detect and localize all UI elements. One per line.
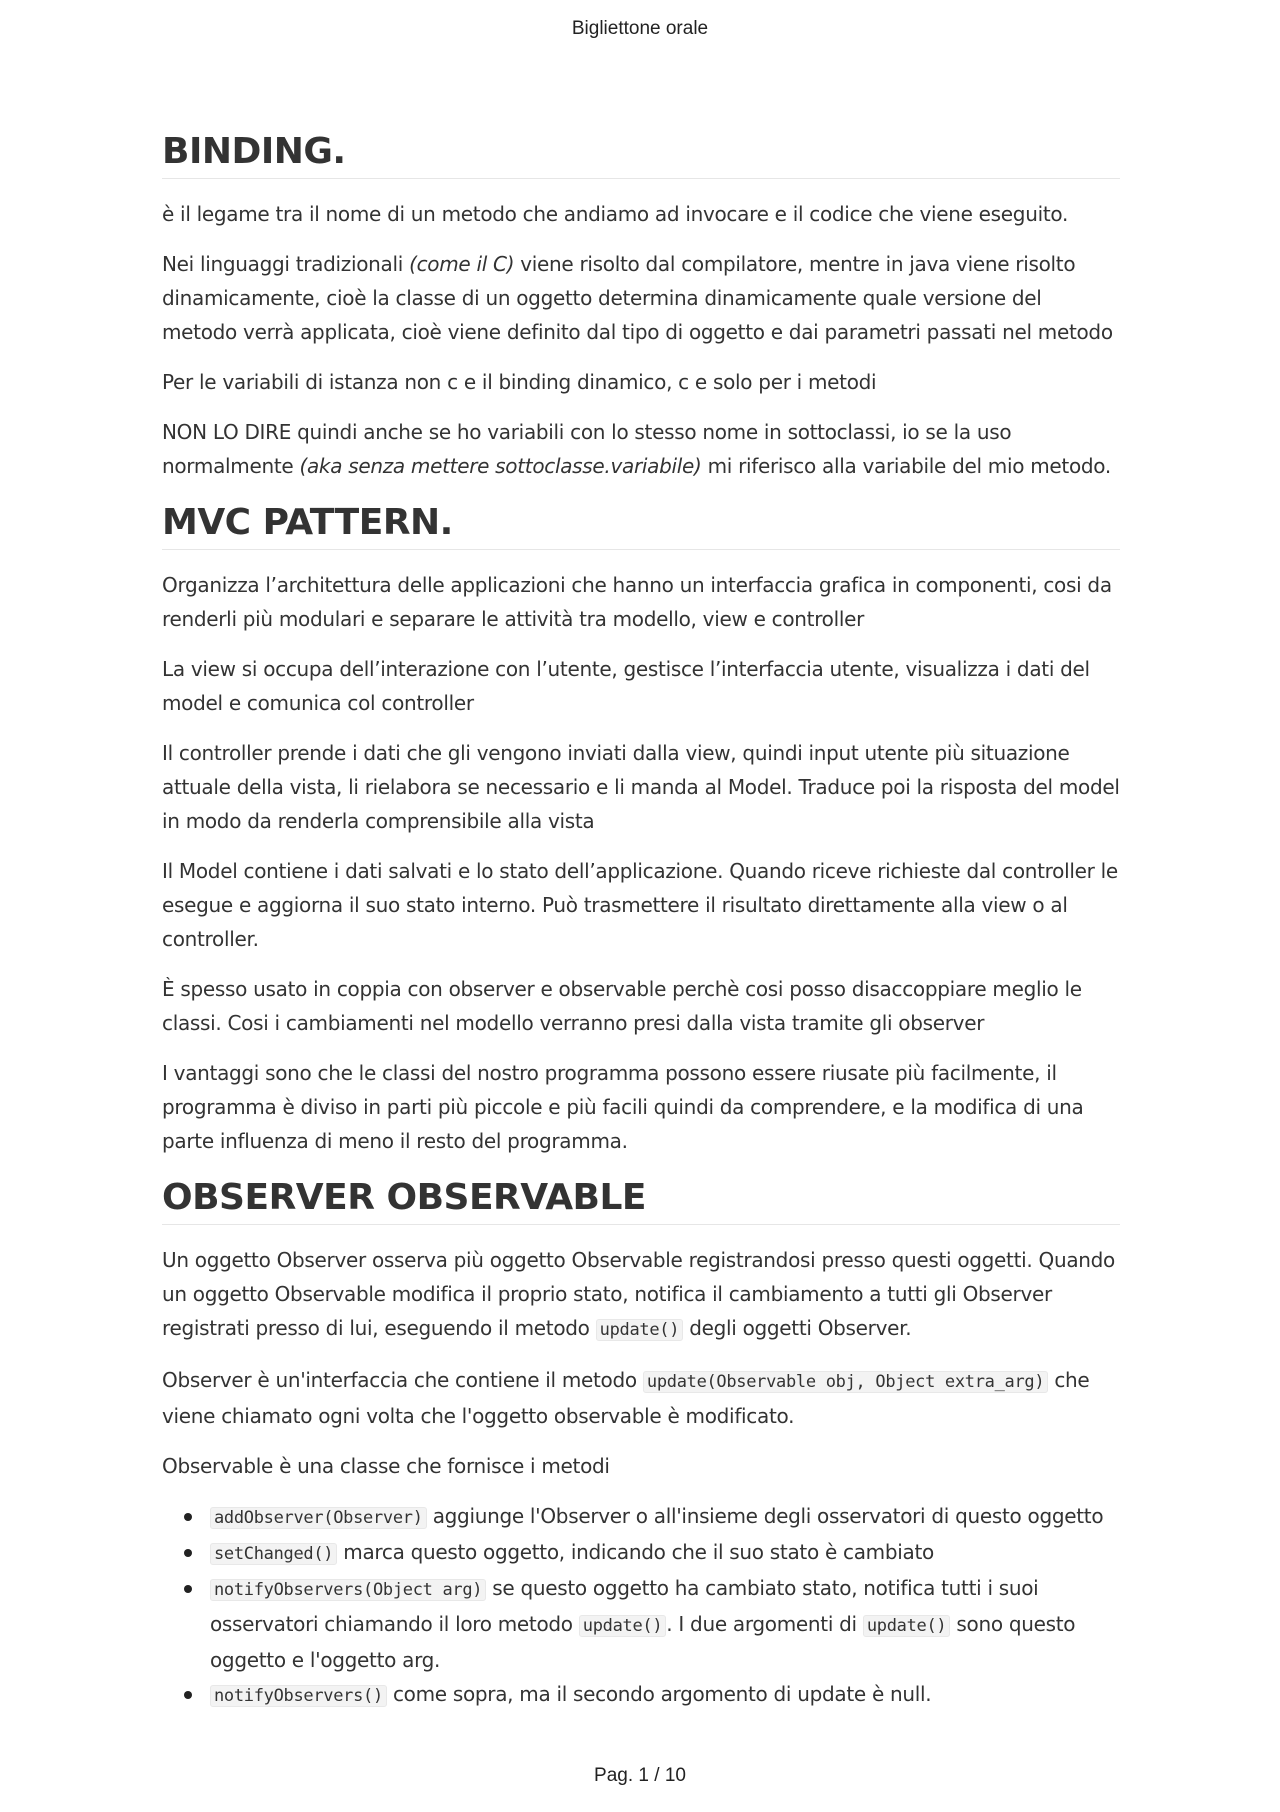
mvc-paragraph-5: È spesso usato in coppia con observer e observable perchè cosi posso disaccoppiare meglio le classi. Cosi i cambiamenti nel modello verranno presi dalla vista tramite gli observer bbox=[162, 977, 1082, 1035]
text-span: sono questo oggetto e l'oggetto arg. bbox=[210, 1612, 1076, 1672]
list-item bbox=[210, 1571, 1120, 1677]
heading-observer-observable: OBSERVER OBSERVABLE bbox=[162, 1174, 1120, 1225]
inline-code: notifyObservers() bbox=[210, 1685, 387, 1707]
inline-code: update(Observable obj, Object extra_arg) bbox=[643, 1371, 1048, 1393]
mvc-paragraph-2: La view si occupa dell’interazione con l’utente, gestisce l’interfaccia utente, visualizza i dati del model e comunica col controller bbox=[162, 657, 1090, 715]
inline-code: update() bbox=[596, 1319, 683, 1341]
bullet-icon bbox=[184, 1513, 192, 1521]
observer-paragraph-3: Observable è una classe che fornisce i metodi bbox=[162, 1454, 610, 1478]
mvc-paragraph-3: Il controller prende i dati che gli vengono inviati dalla view, quindi input utente più situazione attuale della vista, li rielabora se necessario e li manda al Model. Traduce poi la risposta del model in modo da renderla comprensibile alla vista bbox=[162, 741, 1120, 833]
binding-paragraph-2 bbox=[162, 247, 1120, 349]
inline-code: setChanged() bbox=[210, 1543, 337, 1565]
observer-paragraph-1 bbox=[162, 1243, 1120, 1347]
emphasis-text: (aka senza mettere sottoclasse.variabile) bbox=[299, 454, 702, 478]
observer-paragraph-2 bbox=[162, 1363, 1120, 1433]
binding-paragraph-1: è il legame tra il nome di un metodo che andiamo ad invocare e il codice che viene eseguito. bbox=[162, 202, 1069, 226]
inline-code: update() bbox=[863, 1615, 950, 1637]
binding-paragraph-3: Per le variabili di istanza non c e il binding dinamico, c e solo per i metodi bbox=[162, 370, 877, 394]
list-item bbox=[210, 1499, 1120, 1535]
list-item bbox=[210, 1535, 1120, 1571]
bullet-icon bbox=[184, 1549, 192, 1557]
heading-binding: BINDING. bbox=[162, 128, 1120, 179]
text-span: viene risolto dal compilatore, mentre in java viene risolto dinamicamente, cioè la classe di un oggetto determina dinamicamente quale versione del metodo verrà applicata, cioè viene definito dal tipo di oggetto e dai parametri passati nel metodo bbox=[162, 252, 1113, 344]
text-span: NON LO DIRE quindi anche se ho variabili con lo stesso nome in sottoclassi, io se la uso normalmente bbox=[162, 420, 1012, 478]
text-span: che viene chiamato ogni volta che l'oggetto observable è modificato. bbox=[162, 1368, 1090, 1428]
page-number: Pag. 1 / 10 bbox=[594, 1765, 686, 1786]
text-span: Un oggetto Observer osserva più oggetto Observable registrandosi presso questi oggetti. Quando un oggetto Observable modifica il proprio stato, notifica il cambiamento a tutti gli Observer registrati presso di lui, eseguendo il metodo bbox=[162, 1248, 1115, 1340]
text-span: mi riferisco alla variabile del mio metodo. bbox=[701, 454, 1111, 478]
text-span: aggiunge l'Observer o all'insieme degli osservatori di questo oggetto bbox=[426, 1504, 1104, 1528]
page-header-title: Bigliettone orale bbox=[571, 18, 709, 39]
text-span: come sopra, ma il secondo argomento di update è null. bbox=[386, 1682, 932, 1706]
text-span: Observer è un'interfaccia che contiene il metodo bbox=[162, 1368, 643, 1392]
mvc-paragraph-4: Il Model contiene i dati salvati e lo stato dell’applicazione. Quando riceve richieste dal controller le esegue e aggiorna il suo stato interno. Può trasmettere il risultato direttamente alla view o al controller. bbox=[162, 859, 1118, 951]
text-span: . I due argomenti di bbox=[666, 1612, 863, 1636]
inline-code: update() bbox=[579, 1615, 666, 1637]
inline-code: notifyObservers(Object arg) bbox=[210, 1579, 486, 1601]
mvc-paragraph-6: I vantaggi sono che le classi del nostro programma possono essere riusate più facilmente, il programma è diviso in parti più piccole e più facili quindi da comprendere, e la modifica di una parte influenza di meno il resto del programma. bbox=[162, 1061, 1084, 1153]
text-span: degli oggetti Observer. bbox=[683, 1316, 912, 1340]
emphasis-text: (come il C) bbox=[409, 252, 515, 276]
list-item bbox=[210, 1677, 1120, 1713]
heading-mvc-pattern: MVC PATTERN. bbox=[162, 499, 1120, 550]
text-span: marca questo oggetto, indicando che il suo stato è cambiato bbox=[337, 1540, 934, 1564]
inline-code: addObserver(Observer) bbox=[210, 1507, 427, 1529]
document-content bbox=[162, 128, 1120, 1713]
bullet-icon bbox=[184, 1691, 192, 1699]
mvc-paragraph-1: Organizza l’architettura delle applicazioni che hanno un interfaccia grafica in componenti, cosi da renderli più modulari e separare le attività tra modello, view e controller bbox=[162, 573, 1112, 631]
text-span: se questo oggetto ha cambiato stato, notifica tutti i suoi osservatori chiamando il loro metodo bbox=[210, 1576, 1039, 1636]
bullet-icon bbox=[184, 1585, 192, 1593]
text-span: Nei linguaggi tradizionali bbox=[162, 252, 410, 276]
binding-paragraph-4 bbox=[162, 415, 1120, 483]
observable-methods-list bbox=[162, 1499, 1120, 1713]
